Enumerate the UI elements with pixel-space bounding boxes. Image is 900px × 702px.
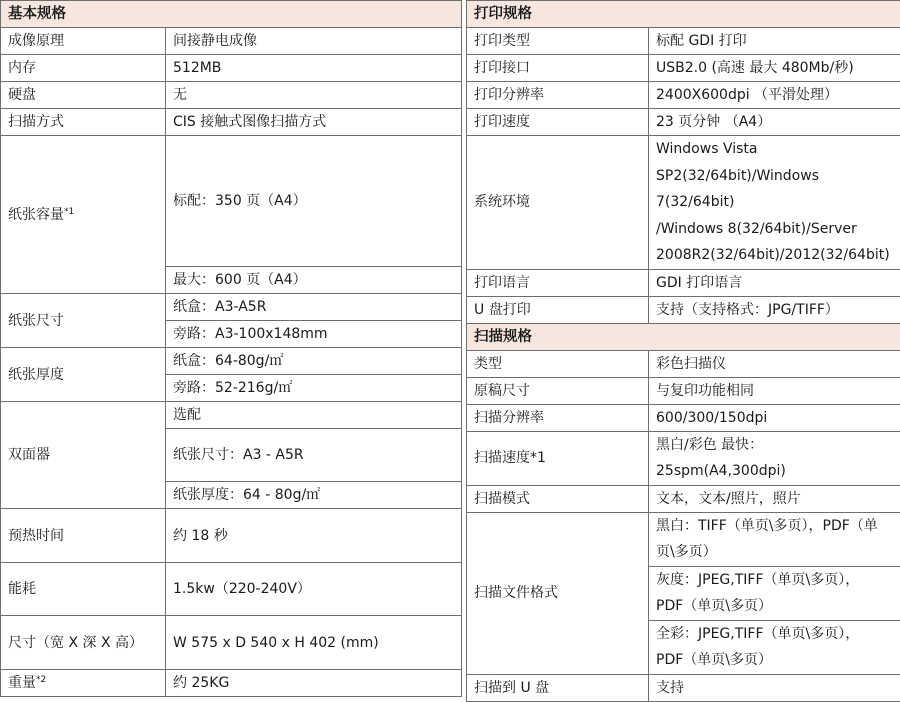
- paper-size-label: 纸张尺寸: [1, 294, 166, 348]
- paper-size-bypass: 旁路：A3-100x148mm: [166, 321, 462, 348]
- scan-spec-header: 扫描规格: [467, 323, 900, 350]
- basic-spec-header: 基本规格: [1, 1, 462, 28]
- scan-resolution-value: 600/300/150dpi: [649, 404, 900, 431]
- scan-speed-label: 扫描速度*1: [467, 431, 649, 485]
- os-line: Windows Vista: [656, 136, 900, 163]
- dimensions-value: W 575 x D 540 x H 402 (mm): [166, 616, 462, 670]
- weight-note: *2: [36, 675, 46, 685]
- print-speed-label: 打印速度: [467, 109, 649, 136]
- capacity-label: 纸张容量: [8, 207, 64, 223]
- hdd-label: 硬盘: [1, 82, 166, 109]
- duplex-option: 选配: [166, 402, 462, 429]
- scan-method-value: CIS 接触式图像扫描方式: [166, 109, 462, 136]
- print-spec-header: 打印规格: [467, 1, 900, 28]
- scan-format-label: 扫描文件格式: [467, 512, 649, 674]
- scan-format-line: 灰度：JPEG,TIFF（单页\多页），: [656, 567, 900, 594]
- print-type-label: 打印类型: [467, 28, 649, 55]
- warmup-label: 预热时间: [1, 509, 166, 563]
- os-label: 系统环境: [467, 136, 649, 270]
- original-size-value: 与复印功能相同: [649, 377, 900, 404]
- print-resolution-label: 打印分辨率: [467, 82, 649, 109]
- weight-value: 约 25KG: [166, 670, 462, 697]
- scan-format-line: PDF（单页\多页）: [656, 647, 900, 674]
- os-line: 7(32/64bit): [656, 189, 900, 216]
- capacity-note: *1: [64, 207, 74, 217]
- scan-resolution-label: 扫描分辨率: [467, 404, 649, 431]
- thickness-label: 纸张厚度: [1, 348, 166, 402]
- scan-speed-line: 25spm(A4,300dpi): [656, 458, 900, 485]
- scan-speed-line: 黑白/彩色 最快：: [656, 432, 900, 459]
- usb-print-value: 支持（支持格式：JPG/TIFF）: [649, 296, 900, 323]
- print-language-label: 打印语言: [467, 269, 649, 296]
- scan-format-line: PDF（单页\多页）: [656, 593, 900, 620]
- weight-label: 重量: [8, 675, 36, 691]
- os-line: SP2(32/64bit)/Windows: [656, 163, 900, 190]
- weight-label-cell: [1, 670, 166, 697]
- duplex-size: 纸张尺寸：A3 - A5R: [166, 429, 462, 482]
- scan-format-line: 全彩：JPEG,TIFF（单页\多页），: [656, 621, 900, 648]
- scan-mode-label: 扫描模式: [467, 485, 649, 512]
- scan-method-label: 扫描方式: [1, 109, 166, 136]
- scan-format-bw: [649, 512, 900, 566]
- capacity-max: 最大：600 页（A4）: [166, 267, 462, 294]
- original-size-label: 原稿尺寸: [467, 377, 649, 404]
- thickness-bypass: 旁路：52-216g/㎡: [166, 375, 462, 402]
- thickness-tray: 纸盒：64-80g/㎡: [166, 348, 462, 375]
- print-scan-spec-table: [466, 0, 900, 702]
- scan-format-gray: [649, 566, 900, 620]
- print-interface-value: USB2.0 (高速 最大 480Mb/秒): [649, 55, 900, 82]
- scan-type-label: 类型: [467, 350, 649, 377]
- print-resolution-value: 2400X600dpi （平滑处理）: [649, 82, 900, 109]
- print-speed-value: 23 页分钟 （A4）: [649, 109, 900, 136]
- hdd-value: 无: [166, 82, 462, 109]
- capacity-label-cell: [1, 136, 166, 294]
- print-type-value: 标配 GDI 打印: [649, 28, 900, 55]
- scan-type-value: 彩色扫描仪: [649, 350, 900, 377]
- paper-size-tray: 纸盒：A3-A5R: [166, 294, 462, 321]
- memory-label: 内存: [1, 55, 166, 82]
- duplex-thickness: 纸张厚度：64 - 80g/㎡: [166, 482, 462, 509]
- scan-mode-value: 文本，文本/照片，照片: [649, 485, 900, 512]
- power-label: 能耗: [1, 563, 166, 616]
- principle-value: 间接静电成像: [166, 28, 462, 55]
- scan-to-usb-label: 扫描到 U 盘: [467, 674, 649, 701]
- duplex-label: 双面器: [1, 402, 166, 509]
- print-language-value: GDI 打印语言: [649, 269, 900, 296]
- scan-speed-value: [649, 431, 900, 485]
- print-interface-label: 打印接口: [467, 55, 649, 82]
- capacity-standard: 标配：350 页（A4）: [166, 136, 462, 267]
- power-value: 1.5kw（220-240V）: [166, 563, 462, 616]
- scan-format-color: [649, 620, 900, 674]
- os-line: /Windows 8(32/64bit)/Server: [656, 216, 900, 243]
- usb-print-label: U 盘打印: [467, 296, 649, 323]
- scan-to-usb-value: 支持: [649, 674, 900, 701]
- memory-value: 512MB: [166, 55, 462, 82]
- scan-format-line: 页\多页）: [656, 539, 900, 566]
- os-value: [649, 136, 900, 270]
- principle-label: 成像原理: [1, 28, 166, 55]
- os-line: 2008R2(32/64bit)/2012(32/64bit): [656, 242, 900, 269]
- dimensions-label: 尺寸（宽 X 深 X 高）: [1, 616, 166, 670]
- warmup-value: 约 18 秒: [166, 509, 462, 563]
- scan-format-line: 黑白：TIFF（单页\多页），PDF（单: [656, 513, 900, 540]
